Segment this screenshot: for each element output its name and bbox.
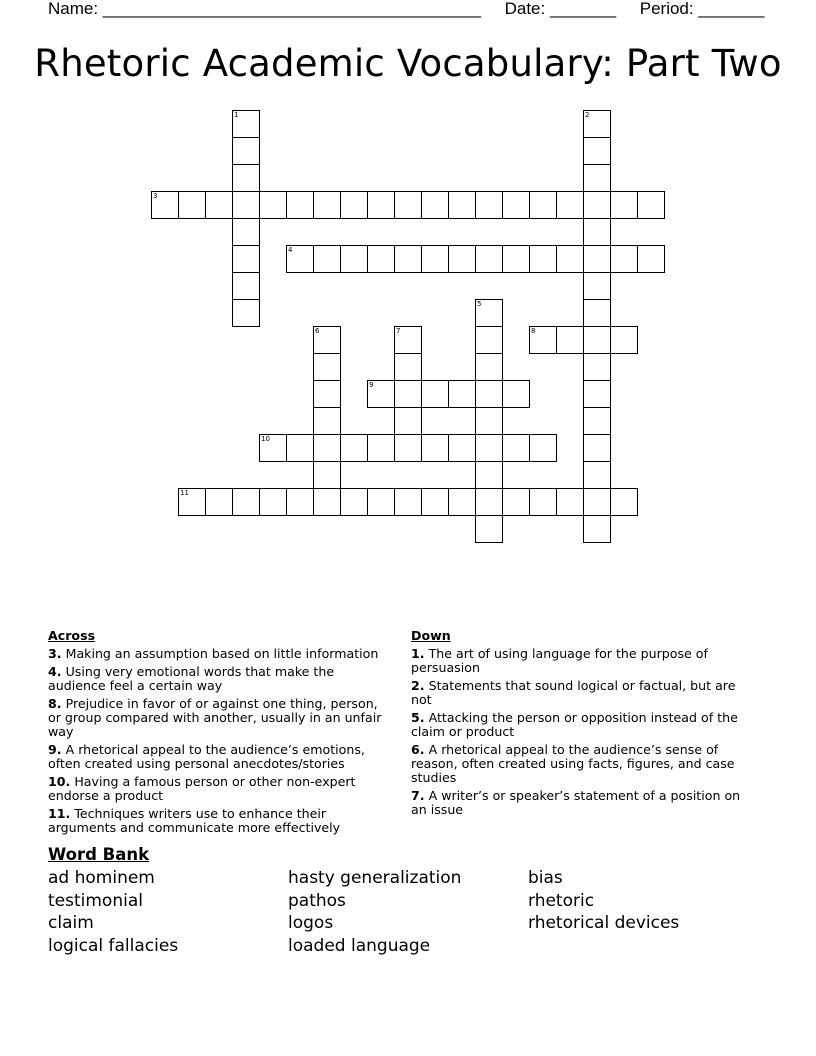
crossword-cell[interactable] (313, 380, 341, 408)
crossword-cell[interactable] (475, 488, 503, 516)
clue-text: A writer’s or speaker’s statement of a position on an issue (411, 788, 741, 817)
crossword-cell[interactable] (475, 326, 503, 354)
crossword-cell[interactable] (178, 488, 206, 516)
clue-number-label: 5 (477, 300, 482, 308)
clue-number: 2. (411, 678, 425, 693)
crossword-cell[interactable] (394, 326, 422, 354)
clue-text: Statements that sound logical or factual, but are not (411, 678, 736, 707)
clue-text: Making an assumption based on little information (65, 646, 379, 661)
crossword-cell[interactable] (232, 218, 260, 246)
name-date-period-line: Name: ________________________________________ Date: _______ Period: _______ (48, 0, 765, 18)
crossword-cell[interactable] (394, 488, 422, 516)
crossword-cell[interactable] (313, 407, 341, 435)
crossword-cell[interactable] (502, 380, 530, 408)
crossword-cell[interactable] (394, 353, 422, 381)
crossword-cell[interactable] (475, 353, 503, 381)
down-heading: Down (411, 628, 451, 643)
crossword-cell[interactable] (286, 245, 314, 273)
clue-number: 9. (48, 742, 62, 757)
crossword-cell[interactable] (583, 461, 611, 489)
clue-number-label: 9 (369, 381, 374, 389)
crossword-cell[interactable] (232, 137, 260, 165)
crossword-cell[interactable] (448, 245, 476, 273)
crossword-cell[interactable] (502, 245, 530, 273)
down-clue-2 (411, 679, 756, 707)
clue-number-label: 11 (180, 489, 189, 497)
crossword-cell[interactable] (610, 191, 638, 219)
crossword-cell[interactable] (232, 164, 260, 192)
clue-number: 10. (48, 774, 71, 789)
crossword-cell[interactable] (313, 488, 341, 516)
crossword-cell[interactable] (313, 191, 341, 219)
clue-number: 5. (411, 710, 425, 725)
clue-text: Having a famous person or other non-expert endorse a product (48, 774, 356, 803)
crossword-cell[interactable] (502, 191, 530, 219)
crossword-cell[interactable] (637, 245, 665, 273)
clue-text: Techniques writers use to enhance their arguments and communicate more effectively (48, 806, 341, 835)
word-bank-item: logical fallacies (48, 936, 179, 956)
down-clue-6 (411, 743, 756, 785)
across-heading: Across (48, 628, 96, 643)
down-clues (411, 629, 756, 821)
clue-number-label: 3 (153, 192, 158, 200)
crossword-cell[interactable] (232, 110, 260, 138)
word-bank-item: claim (48, 913, 94, 933)
crossword-cell[interactable] (529, 488, 557, 516)
crossword-cell[interactable] (475, 299, 503, 327)
clue-number: 1. (411, 646, 425, 661)
crossword-cell[interactable] (529, 326, 557, 354)
crossword-cell[interactable] (367, 488, 395, 516)
crossword-cell[interactable] (421, 434, 449, 462)
across-clue-3 (48, 647, 393, 661)
crossword-cell[interactable] (583, 191, 611, 219)
down-clue-7 (411, 789, 756, 817)
crossword-cell[interactable] (394, 407, 422, 435)
crossword-cell[interactable] (583, 488, 611, 516)
crossword-cell[interactable] (232, 272, 260, 300)
crossword-cell[interactable] (286, 191, 314, 219)
crossword-cell[interactable] (502, 434, 530, 462)
word-bank-item: bias (528, 868, 563, 888)
across-clue-11 (48, 807, 393, 835)
word-bank-item: loaded language (288, 936, 431, 956)
crossword-cell[interactable] (583, 407, 611, 435)
across-clue-9 (48, 743, 393, 771)
across-clue-10 (48, 775, 393, 803)
crossword-cell[interactable] (583, 353, 611, 381)
crossword-cell[interactable] (286, 434, 314, 462)
crossword-cell[interactable] (583, 110, 611, 138)
crossword-cell[interactable] (583, 245, 611, 273)
crossword-cell[interactable] (421, 191, 449, 219)
crossword-cell[interactable] (475, 407, 503, 435)
clue-number-label: 7 (396, 327, 401, 335)
crossword-cell[interactable] (583, 218, 611, 246)
crossword-cell[interactable] (448, 488, 476, 516)
crossword-cell[interactable] (475, 245, 503, 273)
crossword-cell[interactable] (205, 488, 233, 516)
clue-number: 3. (48, 646, 62, 661)
crossword-cell[interactable] (259, 488, 287, 516)
crossword-cell[interactable] (610, 488, 638, 516)
crossword-cell[interactable] (583, 137, 611, 165)
crossword-cell[interactable] (556, 245, 584, 273)
crossword-cell[interactable] (232, 488, 260, 516)
crossword-cell[interactable] (529, 434, 557, 462)
crossword-cell[interactable] (313, 326, 341, 354)
clue-number: 6. (411, 742, 425, 757)
crossword-cell[interactable] (232, 299, 260, 327)
crossword-cell[interactable] (286, 488, 314, 516)
crossword-cell[interactable] (421, 245, 449, 273)
crossword-cell[interactable] (583, 515, 611, 543)
crossword-cell[interactable] (259, 191, 287, 219)
clue-number-label: 1 (234, 111, 239, 119)
crossword-cell[interactable] (340, 245, 368, 273)
clue-number: 8. (48, 696, 62, 711)
crossword-cell[interactable] (259, 434, 287, 462)
crossword-cell[interactable] (475, 380, 503, 408)
clue-number-label: 10 (261, 435, 270, 443)
crossword-cell[interactable] (556, 488, 584, 516)
crossword-cell[interactable] (583, 299, 611, 327)
clue-number: 7. (411, 788, 425, 803)
crossword-cell[interactable] (583, 380, 611, 408)
crossword-cell[interactable] (556, 326, 584, 354)
crossword-cell[interactable] (583, 434, 611, 462)
crossword-cell[interactable] (610, 245, 638, 273)
clue-number: 11. (48, 806, 71, 821)
page-title: Rhetoric Academic Vocabulary: Part Two (34, 42, 782, 85)
clue-number-label: 4 (288, 246, 293, 254)
clue-number-label: 2 (585, 111, 590, 119)
crossword-cell[interactable] (583, 326, 611, 354)
word-bank-item: logos (288, 913, 334, 933)
across-clue-4 (48, 665, 393, 693)
crossword-cell[interactable] (502, 488, 530, 516)
clue-number-label: 6 (315, 327, 320, 335)
crossword-cell[interactable] (394, 380, 422, 408)
word-bank-item: pathos (288, 891, 346, 911)
crossword-cell[interactable] (394, 191, 422, 219)
clue-number: 4. (48, 664, 62, 679)
crossword-cell[interactable] (367, 191, 395, 219)
crossword-cell[interactable] (421, 380, 449, 408)
crossword-cell[interactable] (367, 380, 395, 408)
crossword-cell[interactable] (313, 461, 341, 489)
crossword-cell[interactable] (475, 191, 503, 219)
crossword-cell[interactable] (232, 245, 260, 273)
crossword-cell[interactable] (340, 488, 368, 516)
word-bank-item: ad hominem (48, 868, 155, 888)
clue-text: Attacking the person or opposition instead of the claim or product (411, 710, 738, 739)
crossword-cell[interactable] (232, 191, 260, 219)
clue-number-label: 8 (531, 327, 536, 335)
clue-text: Prejudice in favor of or against one thing, person, or group compared with another, usually in an unfair way (48, 696, 382, 739)
crossword-cell[interactable] (313, 353, 341, 381)
down-clue-5 (411, 711, 756, 739)
crossword-cell[interactable] (610, 326, 638, 354)
crossword-cell[interactable] (421, 488, 449, 516)
word-bank-item: rhetoric (528, 891, 595, 911)
clue-text: Using very emotional words that make the audience feel a certain way (48, 664, 335, 693)
crossword-cell[interactable] (475, 434, 503, 462)
crossword-cell[interactable] (448, 191, 476, 219)
word-bank-item: testimonial (48, 891, 143, 911)
crossword-cell[interactable] (475, 515, 503, 543)
crossword-cell[interactable] (394, 245, 422, 273)
crossword-cell[interactable] (313, 434, 341, 462)
crossword-cell[interactable] (448, 380, 476, 408)
crossword-cell[interactable] (340, 191, 368, 219)
crossword-cell[interactable] (448, 434, 476, 462)
word-bank-item: rhetorical devices (528, 913, 680, 933)
crossword-cell[interactable] (367, 245, 395, 273)
across-clue-8 (48, 697, 393, 739)
crossword-cell[interactable] (475, 461, 503, 489)
word-bank-item: hasty generalization (288, 868, 462, 888)
crossword-cell[interactable] (529, 245, 557, 273)
clue-text: A rhetorical appeal to the audience’s sense of reason, often created using facts, figures, and case studies (411, 742, 735, 785)
crossword-cell[interactable] (637, 191, 665, 219)
crossword-cell[interactable] (583, 272, 611, 300)
crossword-cell[interactable] (178, 191, 206, 219)
crossword-cell[interactable] (313, 245, 341, 273)
clue-text: A rhetorical appeal to the audience’s emotions, often created using personal anecdotes/stories (48, 742, 365, 771)
down-clue-1 (411, 647, 756, 675)
crossword-cell[interactable] (394, 434, 422, 462)
crossword-cell[interactable] (583, 164, 611, 192)
clue-text: The art of using language for the purpose of persuasion (411, 646, 708, 675)
crossword-cell[interactable] (556, 191, 584, 219)
across-clues (48, 629, 393, 839)
crossword-cell[interactable] (367, 434, 395, 462)
crossword-cell[interactable] (529, 191, 557, 219)
crossword-cell[interactable] (205, 191, 233, 219)
crossword-cell[interactable] (340, 434, 368, 462)
word-bank-title: Word Bank (48, 845, 150, 864)
crossword-cell[interactable] (151, 191, 179, 219)
